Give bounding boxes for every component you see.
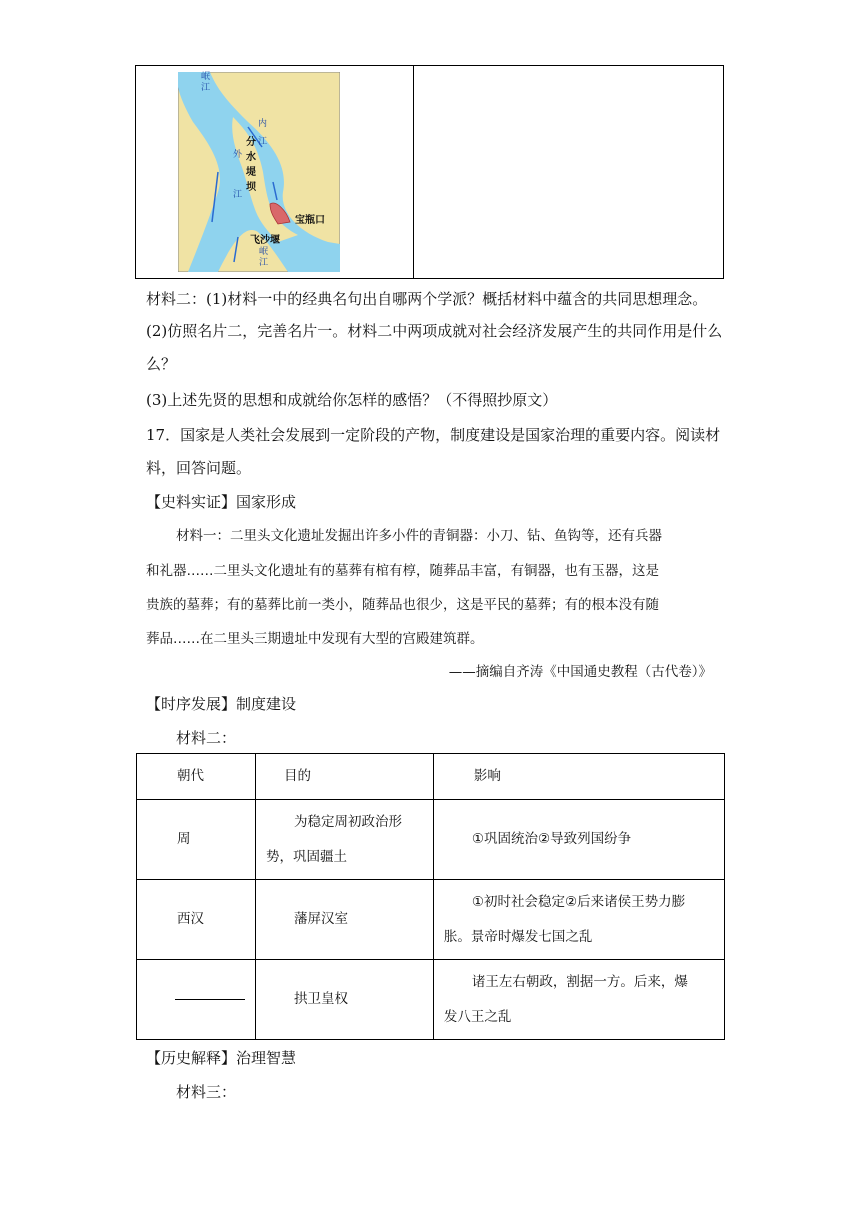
- q16-part2-line1: (2)仿照名片二，完善名片一。材料二中两项成就对社会经济发展产生的共同作用是什么: [146, 322, 723, 340]
- top-table-divider: [413, 66, 414, 278]
- table-header-dynasty: 朝代: [137, 754, 256, 800]
- table-cell-dynasty-blank: [137, 960, 256, 1040]
- material1-line4: 葬品……在二里头三期遗址中发现有大型的宫殿建筑群。: [146, 631, 484, 647]
- q17-intro-line1: 17．国家是人类社会发展到一定阶段的产物，制度建设是国家治理的重要内容。阅读材: [146, 426, 721, 444]
- material3-label: 材料三：: [176, 1083, 237, 1101]
- material2-label: 材料二：: [176, 729, 237, 747]
- map-label-feishayan: 飞沙堰: [250, 235, 280, 246]
- table-row: [137, 960, 725, 1040]
- institution-table: [136, 753, 725, 1040]
- map-label-waijiang: 外江: [233, 150, 243, 200]
- map-label-baopingkou: 宝瓶口: [295, 215, 325, 226]
- table-cell-impact: ①巩固统治②导致列国纷争: [433, 800, 724, 880]
- table-cell-purpose: 为稳定周初政治形 势，巩固疆土: [256, 800, 434, 880]
- q16-material2: 材料二：(1)材料一中的经典名句出自哪两个学派？概括材料中蕴含的共同思想理念。: [146, 290, 708, 308]
- material1-source: ——摘编自齐涛《中国通史教程（古代卷）》: [448, 664, 712, 680]
- map-label-minjiang-bottom: 岷江: [259, 247, 269, 268]
- section-heading-1: 【史料实证】国家形成: [146, 493, 297, 511]
- q16-part3: (3)上述先贤的思想和成就给你怎样的感悟？（不得照抄原文）: [146, 391, 558, 409]
- map-label-neijiang: 内江: [258, 119, 268, 147]
- table-row: [137, 800, 725, 880]
- table-row: [137, 880, 725, 960]
- map-label-fenshui: 分水堤坝: [246, 137, 256, 193]
- table-header-impact: 影响: [433, 754, 724, 800]
- table-cell-impact: ①初时社会稳定②后来诸侯王势力膨 胀。景帝时爆发七国之乱: [433, 880, 724, 960]
- table-header-purpose: 目的: [256, 754, 434, 800]
- table-cell-purpose: 藩屏汉室: [256, 880, 434, 960]
- fill-in-blank: [175, 998, 245, 1000]
- table-header-row: [137, 754, 725, 800]
- q16-part2-line2: 么？: [146, 355, 177, 373]
- material1-line1: 材料一：二里头文化遗址发掘出许多小件的青铜器：小刀、钻、鱼钩等，还有兵器: [176, 528, 662, 544]
- table-cell-impact: 诸王左右朝政，割据一方。后来，爆 发八王之乱: [433, 960, 724, 1040]
- table-cell-dynasty: 周: [137, 800, 256, 880]
- section-heading-2: 【时序发展】制度建设: [146, 695, 297, 713]
- material1-line2: 和礼器……二里头文化遗址有的墓葬有棺有椁，随葬品丰富，有铜器，也有玉器，这是: [146, 563, 659, 579]
- material1-line3: 贵族的墓葬；有的墓葬比前一类小，随葬品也很少，这是平民的墓葬；有的根本没有随: [146, 597, 659, 613]
- section-heading-3: 【历史解释】治理智慧: [146, 1049, 297, 1067]
- map-label-minjiang-top: 岷江: [201, 72, 211, 93]
- q17-intro-line2: 料，回答问题。: [146, 459, 252, 477]
- table-cell-dynasty: 西汉: [137, 880, 256, 960]
- table-cell-purpose: 拱卫皇权: [256, 960, 434, 1040]
